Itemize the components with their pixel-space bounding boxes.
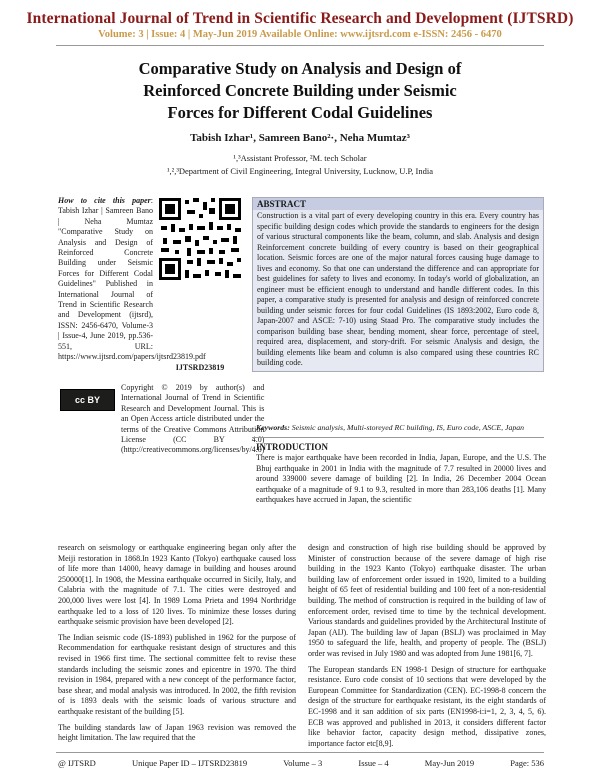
qr-code-graphic: [157, 196, 243, 282]
footer-volume: Volume – 3: [283, 758, 323, 768]
right-paragraph-2: The European standards EN 1998-1 Design of structure for earthquake resistance. Euro code consist of 10 sections that were developed by the European Committee for Standardization (CEN). EC-1998-8 concern the design of the structure for earthquake resistant, its the eight standards of EC-1998 and it san addition of six parts (EN1998-i:i=1, 2, 3, 4, 5, 6). ECB was approved and published in 2013, it considers different factor like behavior factor, capacity design method, dissipative zones, importance factor etc[8,9].: [308, 664, 546, 748]
cc-by-license-icon[interactable]: [60, 389, 115, 411]
copyright-notice: [58, 382, 265, 456]
citation-text: [58, 196, 206, 363]
footer-paper-id: Unique Paper ID – IJTSRD23819: [131, 758, 248, 768]
affiliation-department: ¹,²,³Department of Civil Engineering, Integral University, Lucknow, U.P, India: [167, 166, 433, 176]
keywords: [256, 423, 546, 432]
abstract-heading: ABSTRACT: [253, 198, 543, 210]
author-list: Tabish Izhar¹, Samreen Bano²·, Neha Mumtaz³: [190, 132, 410, 144]
left-paragraph-1: research on seismology or earthquake engineering began only after the Meiji restoration in 1868.In 1923 Kanto (Tokyo) earthquake caused loss of life more than 14000, heavy damage in building and houses around 250000[1]. In 1908, the Messina earthquake occurred in Sicily, Italy, and Calabria with the magnitude of 7.1. The cities were destroyed and 200,000 lives were lost [4]. In 1989 Loma Prieta and 1994 Northridge earthquake led to a loss of 120 lives. To minimize these losses during earthquake seismic provision have been developed [2].: [58, 543, 296, 627]
paper-id: IJTSRD23819: [175, 362, 225, 372]
journal-title: International Journal of Trend in Scientific Research and Development (IJTSRD): [26, 10, 574, 27]
left-paragraph-2: The Indian seismic code (IS-1893) published in 1962 for the purpose of Recommendation for earthquake resistant design of structures and this revised in 1966 first time. The sectional committee felt to revise these standards including the seismic zones and epicentre in 1970. The third revision in 1984, prepared with a new concept of the performance factor, base shear, and modal analysis was introduced. In 2002, the fifth revision of is 1893 deals with the seismic loads of various structure and earthquake resistant of the building [5].: [58, 632, 296, 716]
journal-meta: Volume: 3 | Issue: 4 | May-Jun 2019 Available Online: www.ijtsrd.com e-ISSN: 2456 - 6470: [98, 29, 502, 40]
left-paragraph-3: The building standards law of Japan 1963 revision was removed the height limitation. The law required that the: [58, 722, 296, 743]
footer-divider: [56, 752, 544, 753]
paper-title: [100, 58, 500, 124]
keywords-divider: [252, 437, 544, 438]
citation-label: How to cite this paper: [58, 196, 151, 205]
affiliation-roles: ¹,³Assistant Professor, ²M. tech Scholar: [233, 153, 367, 163]
citation-panel: [58, 196, 265, 456]
introduction-heading: INTRODUCTION: [256, 442, 329, 452]
citation-body: : Tabish Izhar | Samreen Bano | Neha Mumtaz "Comparative Study on Analysis and Design of Reinforced Concrete Building under Seismic Forces for Different Codal Guidelines" Published in International Journal of Trend in Scientific Research and Development (ijtsrd), ISSN: 2456-6470, Volume-3 | Issue-4, June 2019, pp.536-551, URL: https://www.ijtsrd.com/papers/ijtsrd23819.pdf: [58, 196, 206, 362]
page-footer: [58, 758, 544, 768]
copyright-text: Copyright © 2019 by author(s) and International Journal of Trend in Scientific Research and Development Journal. This is an Open Access article distributed under the terms of the Creative Commons Attribution License (CC BY 4.0) (http://creativecommons.org/licenses/by/4.0): [121, 382, 265, 455]
introduction-text: There is major earthquake have been recorded in India, Japan, Europe, and the U.S. The Bhuj earthquake in 2001 in India with the magnitude of 7.7 resulted in 20000 lives and around 339000 severe damage of building [2]. In India, 26 December 2004 Ocean earthquake of a magnitude of 9.1 to 9.3, resulted in more than 283,106 deaths [1]. Many earthquakes have accrued in Japan, the scientific: [256, 453, 546, 505]
footer-date: May-Jun 2019: [424, 758, 475, 768]
keywords-label: Keywords:: [256, 423, 290, 432]
footer-journal: @ IJTSRD: [58, 758, 96, 768]
title-line-3: Forces for Different Codal Guidelines: [167, 103, 433, 122]
header-divider: [56, 45, 544, 46]
footer-issue: Issue – 4: [358, 758, 389, 768]
cc-badge-label: cc BY: [74, 394, 100, 405]
right-column: [308, 543, 546, 754]
title-line-2: Reinforced Concrete Building under Seismic: [143, 81, 457, 100]
title-line-1: Comparative Study on Analysis and Design of: [138, 59, 462, 78]
qr-code-icon[interactable]: [157, 196, 243, 282]
left-column: [58, 543, 296, 749]
right-paragraph-1: design and construction of high rise building should be approved by Minister of construction because of the severe damage of high rise building in the 1923 Kanto (Tokyo) earthquake disaster. The urban building law of enforcement order issued in 1920, limited to a building height of 65 feet of residential building and 100 feet of a non-residential building. The method of construction is required in the building of law of enforcement order, revised time to time by the technical development. Various standards and guidelines provided by the Architectural Institute of Japan (AIJ). The building law of Japan (BSLJ) was proclaimed in May 1950 to safeguard the life, health, and property of people. The (BSLJ) order was revised in July 1980 and was adopted from June 1981[6, 7].: [308, 543, 546, 658]
keywords-text: Seismic analysis, Multi-storeyed RC building, IS, Euro code, ASCE, Japan: [291, 423, 525, 432]
abstract-box: [252, 197, 544, 372]
abstract-body: Construction is a vital part of every developing country in this era. Every country has specific building design codes which provide the standards to engineers for the design of various structural components like the beam, column, and slab. Analysis and design Reinforcement concrete building of every country is based on their geographical location. Seismic forces are one of the major natural forces causing huge damage to lives and economy. So that one can understand the difference and can appropriate for best guidelines for safety to lives and economy. In today's world of globalization, an engineer must be efficient enough to understand and handle different codes. In this paper, a comparative study is presented for analysis and design of reinforced concrete building under seismic forces for four codal Guidelines (IS 1893:2002, Euro code 8, Japan-2007 and ASCE: 7-10) using Staad Pro. The comparative study includes the comparison building base shear, bending moment, shear force, percentage of steel, required area, displacement, and story-drift. For seismic Analysis and design, the building elements like beam and column is also compared using these countries RC building code.: [257, 211, 539, 367]
footer-page: Page: 536: [510, 758, 544, 768]
